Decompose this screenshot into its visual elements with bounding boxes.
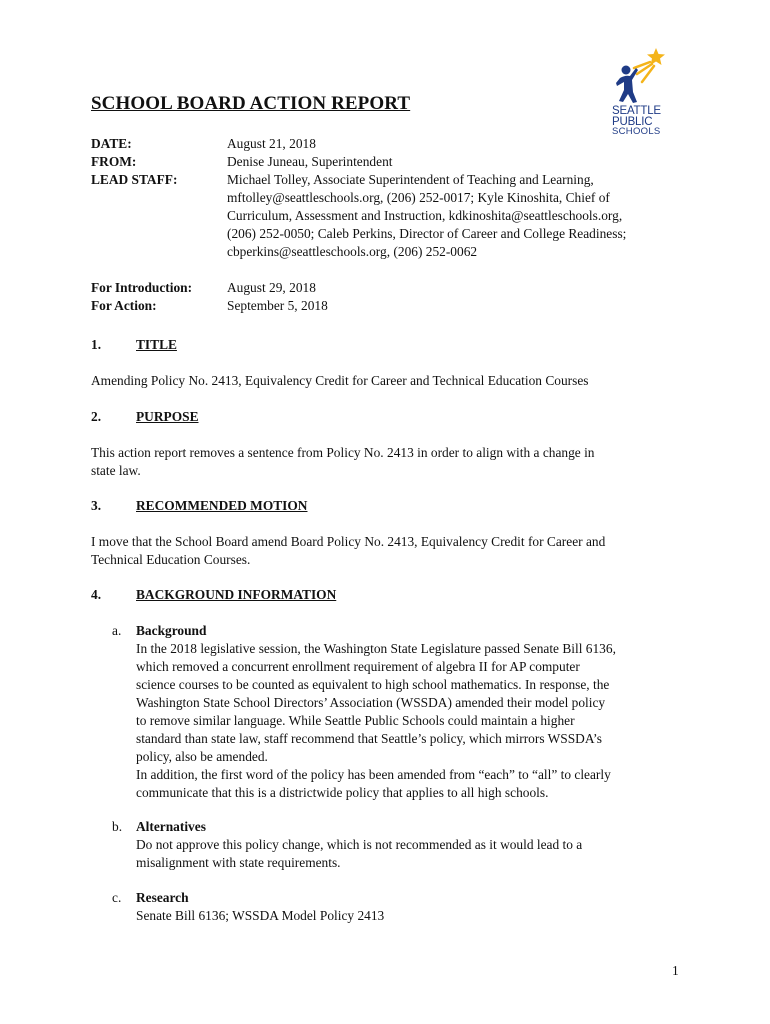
for-introduction-value: August 29, 2018 bbox=[227, 280, 316, 295]
paragraph-line: to remove similar language. While Seattle Public Schools could maintain a higher bbox=[136, 713, 575, 728]
section-1-heading: TITLE bbox=[136, 337, 177, 352]
paragraph-line: which removed a concurrent enrollment requirement of algebra II for AP computer bbox=[136, 659, 580, 674]
section-3-heading: RECOMMENDED MOTION bbox=[136, 498, 308, 513]
paragraph-line: Technical Education Courses. bbox=[91, 552, 251, 567]
subsection-c-text bbox=[136, 907, 384, 925]
from-value: Denise Juneau, Superintendent bbox=[227, 154, 393, 169]
paragraph-line: In the 2018 legislative session, the Washington State Legislature passed Senate Bill 6136, bbox=[136, 641, 616, 656]
paragraph-line: misalignment with state requirements. bbox=[136, 855, 341, 870]
paragraph-line: I move that the School Board amend Board Policy No. 2413, Equivalency Credit for Career and bbox=[91, 534, 606, 549]
paragraph-line: This action report removes a sentence from Policy No. 2413 in order to align with a change in bbox=[91, 445, 595, 460]
section-2-number: 2. bbox=[91, 409, 102, 424]
lead-staff-label: LEAD STAFF: bbox=[91, 172, 178, 187]
lead-staff-line: Michael Tolley, Associate Superintendent of Teaching and Learning, bbox=[227, 172, 594, 187]
paragraph-line: Senate Bill 6136; WSSDA Model Policy 2413 bbox=[136, 908, 385, 923]
paragraph-line: state law. bbox=[91, 463, 141, 478]
subsection-b-title: Alternatives bbox=[136, 819, 206, 834]
logo-line-seattle: SEATTLE bbox=[612, 105, 661, 117]
subsection-b-text bbox=[136, 836, 582, 872]
date-label: DATE: bbox=[91, 136, 132, 151]
logo-line-schools: SCHOOLS bbox=[612, 126, 661, 137]
lead-staff-value bbox=[227, 171, 626, 261]
section-3-number: 3. bbox=[91, 498, 102, 513]
date-value: August 21, 2018 bbox=[227, 136, 316, 151]
section-4-number: 4. bbox=[91, 587, 102, 602]
for-introduction-label: For Introduction: bbox=[91, 280, 193, 295]
seattle-public-schools-logo bbox=[612, 44, 672, 144]
from-label: FROM: bbox=[91, 154, 137, 169]
paragraph-line: In addition, the first word of the policy has been amended from “each” to “all” to clearly bbox=[136, 767, 611, 782]
subsection-a-title: Background bbox=[136, 623, 207, 638]
lead-staff-line: (206) 252-0050; Caleb Perkins, Director of Career and College Readiness; bbox=[227, 226, 627, 241]
lead-staff-line: mftolley@seattleschools.org, (206) 252-0017; Kyle Kinoshita, Chief of bbox=[227, 190, 610, 205]
paragraph-line: Washington State School Directors’ Association (WSSDA) amended their model policy bbox=[136, 695, 606, 710]
for-action-label: For Action: bbox=[91, 298, 157, 313]
page-title: SCHOOL BOARD ACTION REPORT bbox=[91, 93, 411, 114]
paragraph-line: policy, also be amended. bbox=[136, 749, 268, 764]
section-1-number: 1. bbox=[91, 337, 102, 352]
subsection-c-title: Research bbox=[136, 890, 189, 905]
subsection-a-letter: a. bbox=[112, 623, 122, 638]
paragraph-line: communicate that this is a districtwide policy that applies to all high schools. bbox=[136, 785, 549, 800]
section-3-text bbox=[91, 533, 605, 569]
lead-staff-line: cbperkins@seattleschools.org, (206) 252-0062 bbox=[227, 244, 478, 259]
subsection-b-letter: b. bbox=[112, 819, 123, 834]
section-2-text bbox=[91, 444, 595, 480]
section-1-text: Amending Policy No. 2413, Equivalency Credit for Career and Technical Education Courses bbox=[91, 373, 589, 388]
paragraph-line: Do not approve this policy change, which is not recommended as it would lead to a bbox=[136, 837, 583, 852]
logo-line-public: PUBLIC bbox=[612, 115, 653, 128]
paragraph-line: standard than state law, staff recommend that Seattle’s policy, which mirrors WSSDA’s bbox=[136, 731, 602, 746]
lead-staff-line: Curriculum, Assessment and Instruction, kdkinoshita@seattleschools.org, bbox=[227, 208, 623, 223]
paragraph-line: science courses to be counted as equivalent to high school mathematics. In response, the bbox=[136, 677, 610, 692]
page-number: 1 bbox=[672, 963, 679, 978]
section-2-heading: PURPOSE bbox=[136, 409, 199, 424]
subsection-c-letter: c. bbox=[112, 890, 122, 905]
section-4-heading: BACKGROUND INFORMATION bbox=[136, 587, 337, 602]
for-action-value: September 5, 2018 bbox=[227, 298, 328, 313]
subsection-a-text bbox=[136, 640, 616, 802]
star-figure-icon bbox=[612, 44, 672, 106]
